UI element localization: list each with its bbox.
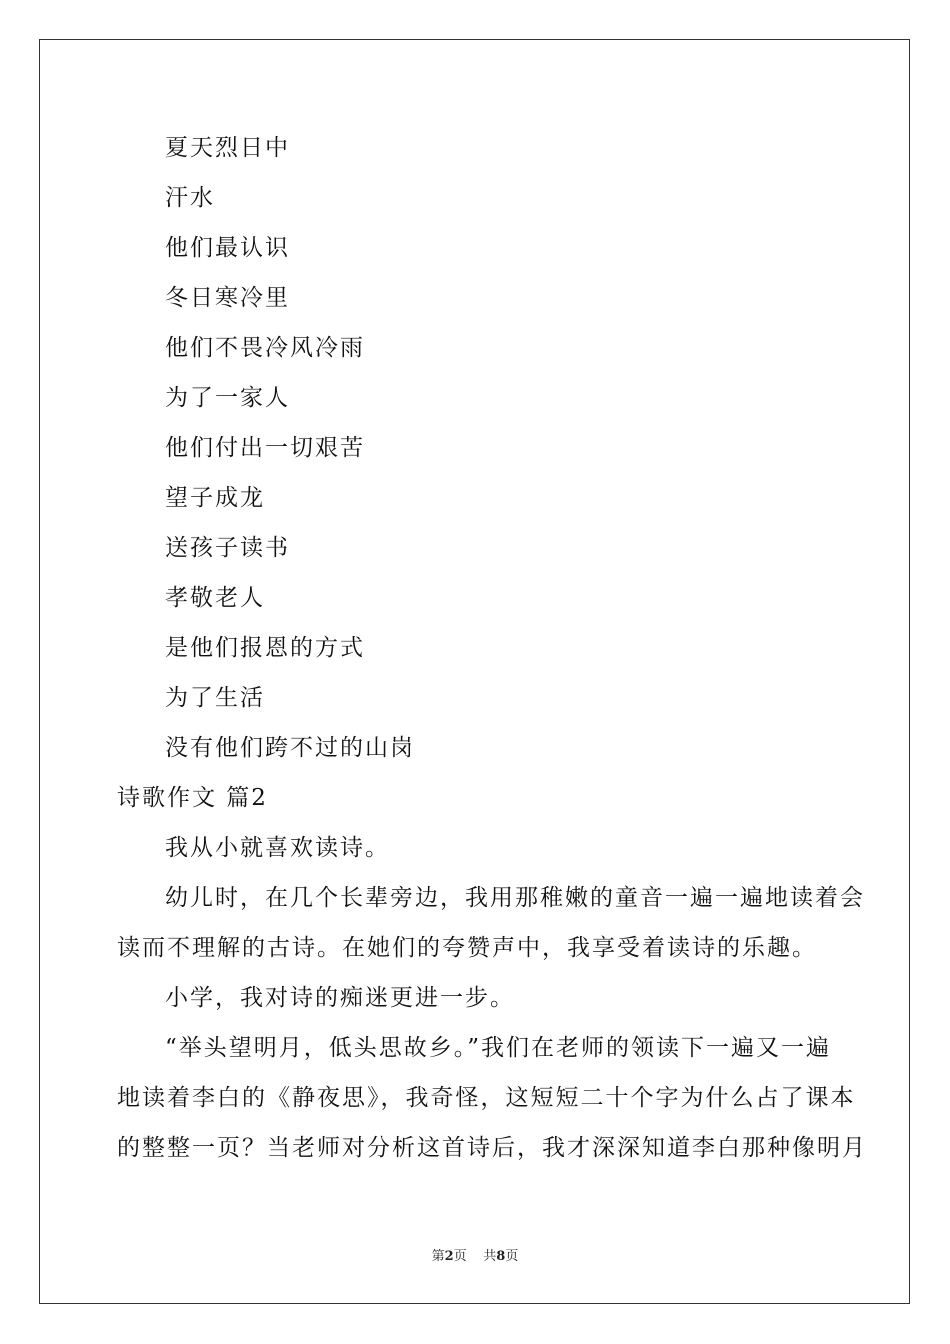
page-prefix: 第 (431, 1249, 445, 1264)
page-footer (0, 1248, 950, 1266)
poem-line: 他们付出一切艰苦 (165, 435, 365, 461)
poem-line: 他们不畏冷风冷雨 (165, 335, 365, 361)
poem-line: 为了生活 (165, 685, 265, 711)
total-pages: 8 (496, 1249, 506, 1264)
paragraph-line: “举头望明月，低头思故乡。”我们在老师的领读下一遍又一遍 (165, 1035, 832, 1061)
paragraph-line: 我从小就喜欢读诗。 (165, 835, 390, 861)
poem-line: 他们最认识 (165, 235, 290, 261)
poem-line: 送孩子读书 (165, 535, 290, 561)
total-prefix: 共 (483, 1249, 497, 1264)
page-border (39, 39, 910, 1304)
poem-line: 为了一家人 (165, 385, 290, 411)
poem-line: 夏天烈日中 (165, 135, 290, 161)
total-suffix: 页 (505, 1249, 519, 1264)
page-number: 2 (444, 1249, 454, 1264)
paragraph-line: 小学，我对诗的痴迷更进一步。 (165, 985, 515, 1011)
paragraph-line: 地读着李白的《静夜思》，我奇怪，这短短二十个字为什么占了课本 (117, 1085, 856, 1111)
poem-line: 汗水 (165, 185, 215, 211)
section-heading: 诗歌作文 篇2 (117, 785, 268, 811)
poem-line: 孝敬老人 (165, 585, 265, 611)
paragraph-line: 读而不理解的古诗。在她们的夸赞声中，我享受着读诗的乐趣。 (117, 935, 817, 961)
paragraph-line: 的整整一页？当老师对分析这首诗后，我才深深知道李白那种像明月 (117, 1135, 867, 1161)
paragraph-line: 幼儿时，在几个长辈旁边，我用那稚嫩的童音一遍一遍地读着会 (165, 885, 865, 911)
poem-line: 没有他们跨不过的山岗 (165, 735, 415, 761)
poem-line: 是他们报恩的方式 (165, 635, 365, 661)
poem-line: 望子成龙 (165, 485, 265, 511)
poem-line: 冬日寒冷里 (165, 285, 290, 311)
page-suffix: 页 (453, 1249, 467, 1264)
